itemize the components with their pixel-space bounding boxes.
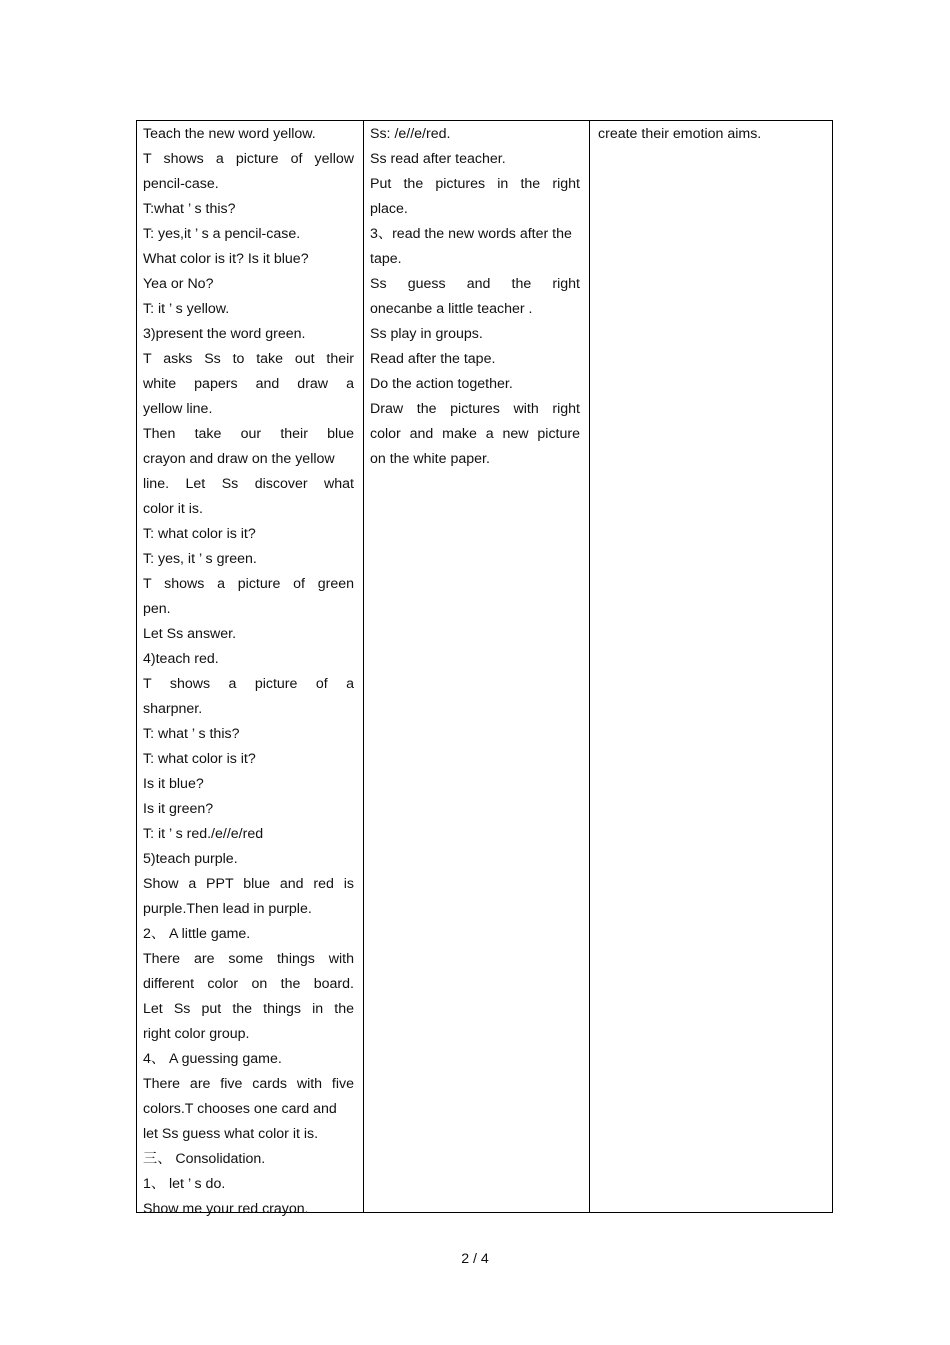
text-line: 4、 A guessing game. bbox=[143, 1051, 282, 1067]
text-line: T: yes, it ’ s green. bbox=[143, 551, 257, 567]
text-line: 3、read the new words after the bbox=[370, 226, 572, 242]
text-line: Draw the pictures with right bbox=[370, 401, 580, 417]
text-line: let Ss guess what color it is. bbox=[143, 1126, 319, 1142]
text-line: create their emotion aims. bbox=[598, 126, 762, 142]
text-line: There are five cards with five bbox=[143, 1076, 354, 1092]
text-line: yellow line. bbox=[143, 401, 213, 417]
text-line: 3)present the word green. bbox=[143, 326, 306, 342]
text-line: Is it green? bbox=[143, 801, 214, 817]
text-line: Put the pictures in the right bbox=[370, 176, 580, 192]
text-line: Show a PPT blue and red is bbox=[143, 876, 354, 892]
text-line: color and make a new picture bbox=[370, 426, 580, 442]
text-line: T: yes,it ’ s a pencil-case. bbox=[143, 226, 301, 242]
text-line: T asks Ss to take out their bbox=[143, 351, 354, 367]
text-line: crayon and draw on the yellow bbox=[143, 451, 335, 467]
text-line: pencil-case. bbox=[143, 176, 219, 192]
text-line: colors.T chooses one card and bbox=[143, 1101, 337, 1117]
text-line: Read after the tape. bbox=[370, 351, 496, 367]
text-line: Is it blue? bbox=[143, 776, 204, 792]
text-line: pen. bbox=[143, 601, 171, 617]
purpose-column bbox=[590, 121, 832, 1212]
page-number: 2 / 4 bbox=[461, 1251, 489, 1267]
text-line: Yea or No? bbox=[143, 276, 214, 292]
text-line: different color on the board. bbox=[143, 976, 354, 992]
text-line: Show me your red crayon. bbox=[143, 1201, 309, 1217]
text-line: 2、 A little game. bbox=[143, 926, 251, 942]
text-line: place. bbox=[370, 201, 408, 217]
text-line: onecanbe a little teacher . bbox=[370, 301, 533, 317]
text-line: right color group. bbox=[143, 1026, 250, 1042]
lesson-table bbox=[136, 120, 833, 1217]
text-line: T shows a picture of yellow bbox=[143, 151, 354, 167]
text-line: 1、 let ’ s do. bbox=[143, 1176, 226, 1192]
text-line: Do the action together. bbox=[370, 376, 513, 392]
text-line: There are some things with bbox=[143, 951, 354, 967]
text-line: Ss play in groups. bbox=[370, 326, 483, 342]
text-line: T shows a picture of a bbox=[143, 676, 354, 692]
text-line: T:what ’ s this? bbox=[143, 201, 236, 217]
text-line: 4)teach red. bbox=[143, 651, 219, 667]
text-line: Let Ss put the things in the bbox=[143, 1001, 354, 1017]
text-line: purple.Then lead in purple. bbox=[143, 901, 312, 917]
text-line: 三、 Consolidation. bbox=[143, 1151, 266, 1167]
student-activity-column bbox=[364, 121, 590, 1212]
text-line: T: what ’ s this? bbox=[143, 726, 240, 742]
text-line: T: what color is it? bbox=[143, 751, 256, 767]
text-line: Ss read after teacher. bbox=[370, 151, 506, 167]
text-line: sharpner. bbox=[143, 701, 203, 717]
text-line: Teach the new word yellow. bbox=[143, 126, 316, 142]
text-line: T: it ’ s yellow. bbox=[143, 301, 230, 317]
text-line: color it is. bbox=[143, 501, 203, 517]
text-line: T shows a picture of green bbox=[143, 576, 354, 592]
text-line: Ss: /e//e/red. bbox=[370, 126, 451, 142]
text-line: What color is it? Is it blue? bbox=[143, 251, 309, 267]
text-line: Ss guess and the right bbox=[370, 276, 580, 292]
text-line: T: what color is it? bbox=[143, 526, 256, 542]
text-line: Let Ss answer. bbox=[143, 626, 237, 642]
text-line: T: it ’ s red./e//e/red bbox=[143, 826, 264, 842]
text-line: Then take our their blue bbox=[143, 426, 354, 442]
text-line: on the white paper. bbox=[370, 451, 490, 467]
teacher-activity-column bbox=[137, 121, 364, 1217]
text-line: white papers and draw a bbox=[143, 376, 354, 392]
text-line: 5)teach purple. bbox=[143, 851, 238, 867]
text-line: line. Let Ss discover what bbox=[143, 476, 354, 492]
text-line: tape. bbox=[370, 251, 402, 267]
